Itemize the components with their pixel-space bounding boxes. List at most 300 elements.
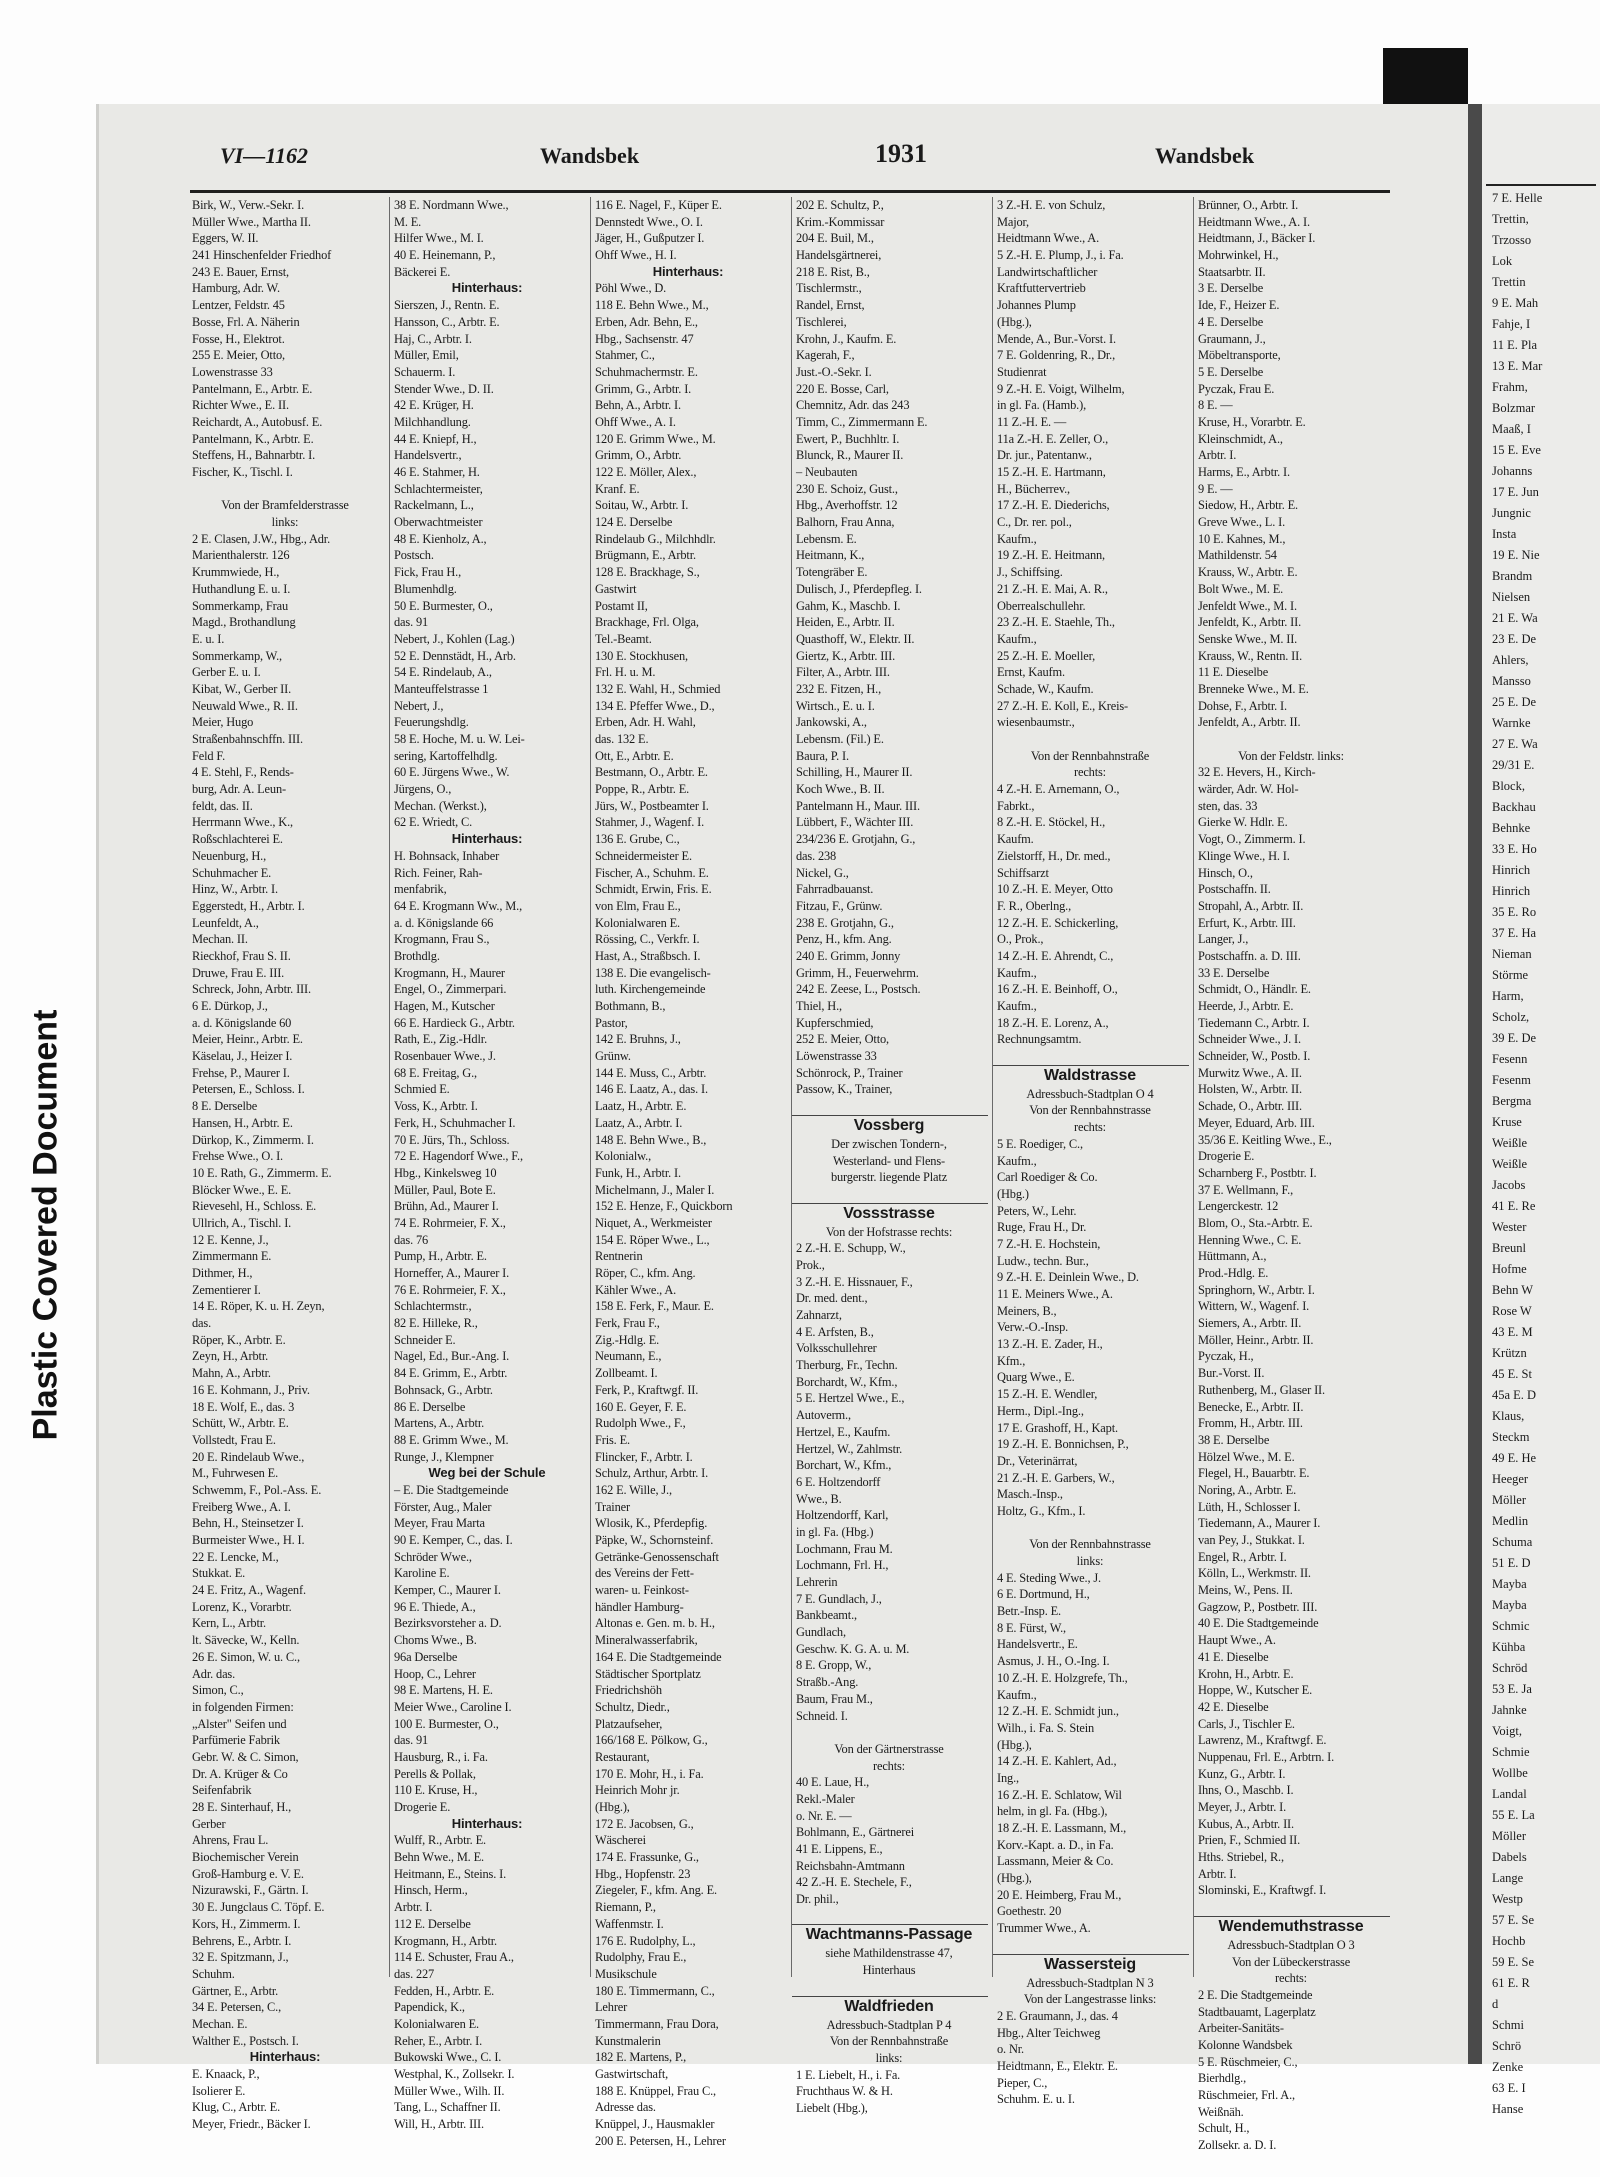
directory-entry: Prien, F., Schmied II. [1198,1833,1301,1848]
facing-page-line: Fesenn [1492,1052,1528,1066]
directory-entry: Möbeltransporte, [1198,348,1281,363]
directory-entry: van Pey, J., Stukkat. I. [1198,1533,1305,1547]
directory-entry: Herm., Dipl.-Ing., [997,1403,1084,1418]
directory-entry: Hbg., Averhoffstr. 12 [796,498,898,513]
directory-entry: Milchhandlung. [394,414,471,429]
directory-entry: Rath, E., Zig.-Hdlr. [394,1032,488,1047]
facing-page-line: 29/31 E. [1492,758,1535,772]
directory-entry: 40 E. Die Stadtgemeinde [1198,1616,1319,1631]
directory-entry [993,1937,1189,1954]
section-heading: Hinterhaus: [451,831,523,847]
directory-entry: Walther E., Postsch. I. [192,2033,299,2048]
directory-entry: Lentzer, Feldstr. 45 [192,298,285,313]
directory-entry: Wirtsch., E. u. I. [796,698,875,713]
directory-entry: 2 Z.-H. E. Schupp, W., [796,1241,906,1256]
facing-page-line: Scholz, [1492,1010,1530,1024]
directory-entry: Schuhm. [192,1966,235,1981]
directory-entry: Marienthalerstr. 126 [192,548,290,563]
directory-entry: Heidtmann, E., Elektr. E. [997,2058,1118,2073]
directory-entry: in gl. Fa. (Hamb.), [997,398,1087,413]
directory-entry: Jankowski, A., [796,715,867,730]
directory-entry: Brothdlg. [394,948,440,963]
directory-entry: 4 E. Steding Wwe., J. [997,1570,1101,1585]
directory-entry [1194,1899,1390,1916]
facing-page-line: 19 E. Nie [1492,548,1540,562]
directory-entry: Kaufm., [997,1153,1037,1168]
running-title-left: Wandsbek [540,143,640,168]
directory-entry: Neumann, E., [595,1349,662,1364]
section-heading: Hinterhaus: [249,2049,321,2065]
directory-entry: 116 E. Nagel, F., Küper E. [595,198,722,212]
directory-entry: 13 Z.-H. E. Zader, H., [997,1337,1103,1352]
directory-entry: Getränke-Genossenschaft [595,1549,719,1564]
directory-entry: 32 E. Spitzmann, J., [192,1950,289,1965]
directory-entry: Krummwiede, H., [192,565,280,580]
directory-entry: 12 Z.-H. E. Schickerling, [997,915,1119,930]
directory-entry: Nizurawski, F., Gärtn. I. [192,1883,309,1898]
section-note: Von der Rennbahnstraße [829,2034,949,2049]
directory-entry: Kleinschmidt, A., [1198,431,1283,446]
directory-entry: Major, [997,214,1029,229]
section-note: burgerstr. liegende Platz [830,1170,948,1185]
section-note: Von der Bramfelderstrasse [221,498,349,513]
directory-entry: Pyczak, Frau E. [1198,381,1275,396]
directory-entry: Rössing, C., Verkfr. I. [595,932,700,947]
directory-entry: Zementierer I. [192,1282,261,1297]
directory-entry: Seifenfabrik [192,1783,252,1798]
directory-entry: menfabrik, [394,882,447,897]
directory-entry: 35/36 E. Keitling Wwe., E., [1198,1132,1332,1147]
facing-page-line: 15 E. Eve [1492,443,1541,457]
directory-entry: Dulisch, J., Pferdepfleg. I. [796,581,922,596]
directory-entry: Autoverm., [796,1408,851,1423]
directory-entry: Müller Wwe., Wilh. II. [394,2083,505,2098]
directory-entry: Dr. phil., [796,1892,839,1907]
facing-page-line: Störme [1492,968,1529,982]
directory-entry: O., Prok., [997,932,1044,947]
directory-entry: 5 E. Derselbe [1198,364,1264,379]
directory-entry: Kubus, A., Arbtr. II. [1198,1816,1294,1831]
directory-entry: Isolierer E. [192,2083,246,2098]
directory-entry: 14 Z.-H. E. Ahrendt, C., [997,948,1114,963]
directory-entry: F. R., Oberlng., [997,898,1072,913]
directory-entry: Krogmann, H., Arbtr. [394,1933,497,1948]
directory-entry: Heinrich Mohr jr. [595,1783,680,1798]
directory-entry: 5 E. Roediger, C., [997,1136,1083,1151]
directory-entry: Tang, L., Schaffner II. [394,2100,501,2115]
directory-entry: „Alster" Seifen und [192,1716,287,1731]
directory-entry: 243 E. Bauer, Ernst, [192,264,289,279]
directory-entry: Handelsvertr., E. [997,1637,1078,1652]
directory-entry: Randel, Ernst, [796,298,865,313]
directory-entry: 142 E. Bruhns, J., [595,1032,681,1047]
section-note: links: [271,515,299,530]
directory-entry: Landwirtschaftlicher [997,264,1098,279]
directory-entry: 32 E. Hevers, H., Kirch- [1198,765,1316,780]
directory-entry: 23 Z.-H. E. Staehle, Th., [997,615,1115,630]
section-note: siehe Mathildenstrasse 47, [825,1946,953,1961]
directory-entry: Mechan. E. [192,2016,248,2031]
directory-entry: Rekl.-Maler [796,1791,855,1806]
directory-entry: 30 E. Jungclaus C. Töpf. E. [192,1900,325,1915]
directory-entry: Flegel, H., Bauarbtr. E. [1198,1466,1310,1481]
directory-entry: Schulz, Arthur, Arbtr. I. [595,1466,709,1481]
facing-page [1482,104,1600,2116]
directory-entry: 8 E. Derselbe [192,1099,258,1114]
directory-entry: Gierke W. Hdlr. E. [1198,815,1288,830]
directory-entry: Meyer, Frau Marta [394,1516,485,1531]
directory-entry: Kranf. E. [595,481,640,496]
directory-entry: 2 E. Die Stadtgemeinde [1198,1987,1313,2002]
directory-entry: Liebelt (Hbg.), [796,2100,868,2115]
directory-entry: Schmidt, Erwin, Fris. E. [595,882,712,897]
directory-entry: Hinsch, O., [1198,865,1253,880]
facing-page-text [1482,188,1542,2120]
directory-entry: sten, das. 33 [1198,798,1258,813]
facing-page-line: 13 E. Mar [1492,359,1543,373]
directory-entry: Röper, C., kfm. Ang. [595,1266,696,1280]
directory-entry: 96a Derselbe [394,1649,458,1664]
section-note: Von der Hofstrasse rechts: [825,1224,953,1239]
directory-entry: Birk, W., Verw.-Sekr. I. [192,198,305,212]
directory-entry: 138 E. Die evangelisch- [595,965,711,980]
directory-entry: Meyer, Friedr., Bäcker I. [192,2117,311,2132]
directory-entry: 136 E. Grube, C., [595,832,680,847]
directory-entry: Pastor, [595,1015,628,1030]
directory-entry: Gagzow, P., Postbetr. III. [1198,1599,1318,1614]
street-heading: Waldstrasse [993,1065,1189,1086]
facing-page-line: 49 E. He [1492,1451,1537,1465]
directory-entry: Bankbeamt., [796,1608,857,1623]
directory-entry: Asmus, J. H., O.-Ing. I. [997,1654,1110,1669]
directory-entry: Ernst, Kaufm. [997,665,1065,680]
directory-entry: Musikschule [595,1966,657,1981]
directory-entry: Neuenburg, H., [192,848,267,863]
directory-entry: Lehrer [595,2000,628,2015]
facing-page-line: Rose W [1492,1304,1532,1318]
directory-entry: Städtischer Sportplatz [595,1666,701,1681]
directory-entry: Restaurant, [595,1749,650,1764]
directory-entry: 40 E. Heinemann, P., [394,248,496,263]
directory-entry: C., Dr. rer. pol., [997,515,1072,530]
facing-page-line: 37 E. Ha [1492,926,1537,940]
column-4 [791,197,988,2115]
directory-entry: Nickel, G., [796,865,849,880]
directory-entry: 46 E. Stahmer, H. [394,465,480,479]
directory-entry: 188 E. Knüppel, Frau C., [595,2083,716,2098]
directory-entry: Fick, Frau H., [394,565,462,580]
directory-entry: 132 E. Wahl, H., Schmied [595,681,721,696]
directory-entry: Tischlerei, [796,314,847,329]
directory-entry: Kors, H., Zimmerm. I. [192,1916,301,1931]
directory-entry: Schreck, John, Arbtr. III. [192,982,311,997]
section-note: rechts: [1275,1971,1307,1986]
directory-entry: 164 E. Die Stadtgemeinde [595,1649,722,1664]
directory-entry: Hths. Striebel, R., [1198,1850,1284,1865]
directory-entry: Weißnäh. [1198,2104,1244,2119]
directory-entry: Ing., [997,1770,1019,1785]
directory-entry: Schmied E. [394,1082,450,1097]
directory-entry: Krogmann, Frau S., [394,932,490,947]
facing-page-line: Johanns [1492,464,1533,478]
directory-entry: Lowenstrasse 33 [192,364,273,379]
directory-entry: Nuppenau, Frl. E., Arbtrn. I. [1198,1749,1335,1764]
directory-entry: Fabrkt., [997,798,1035,813]
facing-page-line: Trettin [1492,275,1526,289]
directory-entry: 10 Z.-H. E. Holzgrefe, Th., [997,1670,1128,1685]
directory-entry: Ohff Wwe., H. I. [595,248,677,263]
directory-entry: Rentnerin [595,1249,643,1264]
directory-entry: Dr. A. Krüger & Co [192,1766,288,1781]
directory-entry: Balhorn, Frau Anna, [796,515,895,530]
directory-entry: waren- u. Feinkost- [595,1583,689,1598]
directory-entry: Martens, A., Arbtr. [394,1416,485,1431]
directory-entry: 42 E. Krüger, H. [394,398,474,413]
directory-entry: Grimm, O., Arbtr. [595,448,682,463]
facing-page-line: 11 E. Pla [1492,338,1538,352]
directory-entry: Chemnitz, Adr. das 243 [796,398,910,413]
directory-entry: Hbg., Sachsenstr. 47 [595,331,694,346]
directory-entry: Lochmann, Frl. H., [796,1558,889,1573]
facing-page-line: Brandm [1492,569,1533,583]
directory-entry: Studienrat [997,364,1047,379]
directory-entry: 12 E. Kenne, J., [192,1232,269,1247]
directory-entry: Huthandlung E. u. I. [192,581,291,596]
directory-entry: 152 E. Henze, F., Quickborn [595,1199,733,1214]
directory-entry: Schneidermeister E. [595,848,692,863]
directory-entry: Bäckerei E. [394,264,451,279]
facing-page-line: Hofme [1492,1262,1527,1276]
directory-entry: Krauss, W., Rentn. II. [1198,648,1303,663]
directory-entry: Burmeister Wwe., H. I. [192,1533,305,1547]
directory-entry: Frehse, P., Maurer I. [192,1065,290,1080]
directory-entry: o. Nr. [997,2042,1024,2057]
street-heading: Wendemuthstrasse [1194,1916,1390,1937]
facing-page-line: 27 E. Wa [1492,737,1538,751]
facing-page-line: Voigt, [1492,1724,1522,1738]
directory-entry: Drogerie E. [1198,1149,1255,1164]
directory-entry: 11 E. Dieselbe [1198,665,1269,680]
directory-entry: 42 E. Dieselbe [1198,1699,1269,1714]
directory-entry: 170 E. Mohr, H., i. Fa. [595,1766,704,1781]
directory-entry: Betr.-Insp. E. [997,1604,1061,1619]
header-rule [190,190,1390,193]
directory-entry: E. u. I. [192,631,225,646]
directory-entry: Steffens, H., Bahnarbtr. I. [192,448,316,463]
directory-entry: Pyczak, H., [1198,1349,1254,1364]
facing-page-line: Backhau [1492,800,1536,814]
directory-entry: Groß-Hamburg e. V. E. [192,1866,304,1881]
directory-entry: 21 Z.-H. E. Mai, A. R., [997,581,1108,596]
directory-entry: 18 E. Wolf, E., das. 3 [192,1399,295,1414]
directory-entry: Schult, H., [1198,2121,1250,2136]
directory-entry: Nebert, J., Kohlen (Lag.) [394,631,515,646]
directory-entry: wiesenbaumstr., [997,715,1075,730]
directory-entry: Herrmann Wwe., K., [192,815,293,830]
directory-entry: Jenfeldt, K., Arbtr. II. [1198,615,1302,630]
directory-entry: 122 E. Möller, Alex., [595,465,697,479]
directory-entry: Wwe., B. [796,1491,842,1506]
directory-entry: Greve Wwe., L. I. [1198,515,1286,530]
directory-entry: Bosse, Frl. A. Näherin [192,314,300,329]
directory-entry: 17 E. Grashoff, H., Kapt. [997,1420,1118,1435]
street-heading: Vossstrasse [792,1203,988,1224]
directory-entry: Vogt, O., Zimmerm. I. [1198,832,1306,847]
directory-entry: Mechan. (Werkst.), [394,798,487,813]
directory-entry: Baura, P. I. [796,748,849,763]
directory-entry: Kern, L., Arbtr. [192,1616,266,1631]
directory-entry: 48 E. Kienholz, A., [394,531,487,546]
directory-entry: Hüttmann, A., [1198,1249,1267,1264]
directory-entry: Behrens, E., Arbtr. I. [192,1933,292,1948]
page-gutter [1468,104,1482,2064]
directory-entry: Meiners, B., [997,1303,1057,1318]
directory-entry: Frl. H. u. M. [595,665,656,680]
directory-entry: Meier, Heinr., Arbtr. E. [192,1032,303,1047]
directory-entry: feldt, das. II. [192,798,253,813]
directory-entry: 11a Z.-H. E. Zeller, O., [997,431,1109,446]
directory-entry: 14 Z.-H. E. Kahlert, Ad., [997,1754,1117,1769]
directory-entry: Hertzel, E., Kaufm. [796,1424,891,1439]
directory-entry: Waffenmstr. I. [595,1916,664,1931]
directory-entry: Ziegeler, F., kfm. Ang. E. [595,1883,717,1898]
facing-page-line: Behnke [1492,821,1531,835]
directory-entry: Kraftfuttervertrieb [997,281,1086,296]
section-note: Von der Lübeckerstrasse [1231,1954,1351,1969]
directory-entry: Lochmann, Frau M. [796,1541,893,1556]
directory-entry: 172 E. Jacobsen, G., [595,1816,694,1831]
directory-entry: 10 E. Rath, G., Zimmerm. E. [192,1165,332,1180]
directory-entry: 19 Z.-H. E. Heitmann, [997,548,1105,563]
directory-entry: Hölzel Wwe., M. E. [1198,1449,1295,1464]
directory-entry: sering, Kartoffelhdlg. [394,748,498,763]
directory-entry: 74 E. Rohrmeier, F. X., [394,1215,506,1230]
directory-entry: Schilling, H., Maurer II. [796,765,913,780]
directory-entry: Kemper, C., Maurer I. [394,1583,501,1598]
facing-page-line: Weißle [1492,1157,1528,1171]
directory-entry: Schönrock, P., Trainer [796,1065,903,1080]
facing-page-line: Mansso [1492,674,1531,688]
directory-entry: Penz, H., kfm. Ang. [796,932,892,947]
directory-entry: (Hbg.) [997,1186,1029,1201]
directory-entry: Michelmann, J., Maler I. [595,1182,715,1197]
directory-entry: M., Fuhrwesen E. [192,1466,279,1481]
directory-entry: Zollsekr. a. D. I. [1198,2138,1277,2153]
directory-entry: Kölln, L., Werkmstr. II. [1198,1566,1311,1581]
directory-entry: 114 E. Schuster, Frau A., [394,1950,514,1965]
directory-entry: Ferk, H., Schuhmacher I. [394,1115,516,1130]
directory-entry: Fahrradbauanst. [796,882,874,897]
directory-entry [1194,731,1390,748]
directory-entry: Postschaffn. a. D. III. [1198,948,1301,963]
directory-entry: 252 E. Meier, Otto, [796,1032,890,1047]
directory-entry: das. 91 [394,1733,429,1748]
directory-entry: 15 Z.-H. E. Wendler, [997,1387,1098,1402]
section-note: Hinterhaus [862,1963,916,1978]
directory-entry: 5 E. Hertzel Wwe., E., [796,1391,905,1406]
directory-entry: Drogerie E. [394,1800,451,1814]
directory-entry: das. 227 [394,1966,435,1981]
directory-entry: Jenfeldt Wwe., M. I. [1198,598,1297,613]
facing-page-line: Hochb [1492,1934,1526,1948]
directory-entry: Totengräber E. [796,565,868,580]
directory-entry: 3 Z.-H. E. von Schulz, [997,198,1106,212]
directory-entry: Behn, A., Arbtr. I. [595,398,681,413]
directory-entry: Erben, Adr. H. Wahl, [595,715,696,730]
directory-entry: (Hbg.), [997,1871,1032,1886]
directory-entry: 11 E. Meiners Wwe., A. [997,1287,1113,1301]
directory-entry: Ohff Wwe., A. I. [595,414,676,429]
directory-entry: 76 E. Rohrmeier, F. X., [394,1282,506,1297]
directory-entry: Geschw. K. G. A. u. M. [796,1641,910,1656]
facing-page-line: 61 E. R [1492,1976,1530,1990]
directory-entry: H., Bücherrev., [997,481,1070,496]
directory-entry: 41 E. Lippens, E., [796,1842,883,1856]
directory-entry: 3 Z.-H. E. Hissnauer, F., [796,1274,913,1289]
directory-entry: 5 E. Rüschmeier, C., [1198,2054,1298,2069]
directory-entry: Haj, C., Arbtr. I. [394,331,472,346]
directory-entry: Ferk, Frau F., [595,1316,660,1331]
directory-entry: Zimmermann E. [192,1249,272,1264]
directory-entry: Müller, Emil, [394,348,459,363]
directory-entry: 11 Z.-H. E. — [997,414,1067,429]
directory-entry: Benecke, E., Arbtr. II. [1198,1399,1304,1414]
directory-entry: Hausburg, R., i. Fa. [394,1749,488,1764]
facing-page-line: Medlin [1492,1514,1529,1528]
directory-entry: Henning Wwe., C. E. [1198,1232,1302,1247]
directory-entry: 96 E. Thiede, A., [394,1599,476,1614]
directory-entry [188,481,384,498]
directory-entry: Ferk, P., Kraftwgf. II. [595,1382,699,1397]
directory-entry: das. 91 [394,615,429,630]
facing-page-line: Möller [1492,1829,1527,1843]
directory-entry: 27 Z.-H. E. Koll, E., Kreis- [997,698,1129,713]
directory-entry: Schneider, W., Postb. I. [1198,1049,1311,1064]
directory-entry: Kagerah, F., [796,348,855,363]
directory-entry: Meier, Hugo [192,715,254,730]
section-note: rechts: [1074,1120,1106,1135]
directory-entry: 6 E. Dürkop, J., [192,999,268,1013]
directory-entry: Mende, A., Bur.-Vorst. I. [997,331,1116,346]
directory-entry: – E. Die Stadtgemeinde [394,1482,509,1497]
directory-entry: Prok., [796,1257,825,1272]
directory-entry: 130 E. Stockhusen, [595,648,688,663]
directory-entry: 9 Z.-H. E. Deinlein Wwe., D. [997,1270,1139,1285]
directory-entry: Schlachtermeister, [394,481,483,496]
facing-page-line: Bergma [1492,1094,1532,1108]
directory-entry: Kaufm., [997,531,1037,546]
directory-entry: Staatsarbtr. II. [1198,264,1266,279]
directory-entry: Petersen, E., Schloss. I. [192,1082,305,1097]
directory-entry: Hbg., Kinkelsweg 10 [394,1165,497,1180]
facing-page-line: Behn W [1492,1283,1534,1297]
street-heading: Waldfrieden [792,1996,988,2017]
facing-page-line: 9 E. Mah [1492,296,1539,310]
directory-entry: (Hbg.), [595,1800,630,1814]
directory-entry: 7 Z.-H. E. Hochstein, [997,1236,1101,1251]
directory-entry: Hast, A., Straßbsch. I. [595,948,701,963]
directory-entry: Knüppel, J., Hausmakler [595,2117,715,2132]
directory-entry: 2 E. Graumann, J., das. 4 [997,2008,1118,2023]
directory-entry: Meyer, J., Arbtr. I. [1198,1800,1287,1814]
directory-entry: Gerber E. u. I. [192,665,261,680]
directory-entry: Horneffer, A., Maurer I. [394,1266,510,1280]
directory-entry: Druwe, Frau E. III. [192,965,285,980]
directory-entry: Fosse, H., Elektrot. [192,331,285,346]
section-heading: Hinterhaus: [451,1815,523,1831]
directory-entry: 2 E. Clasen, J.W., Hbg., Adr. [192,531,331,546]
directory-entry: 60 E. Jürgens Wwe., W. [394,765,510,780]
